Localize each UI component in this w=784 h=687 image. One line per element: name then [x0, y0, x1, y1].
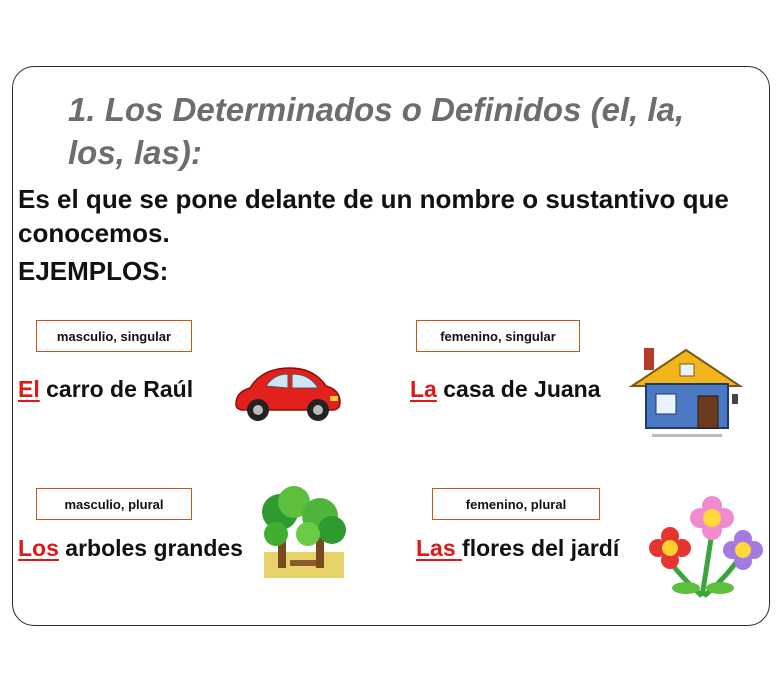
- house-icon: [622, 340, 752, 448]
- examples-heading: EJEMPLOS:: [18, 256, 169, 286]
- trees-icon: [258, 482, 348, 584]
- tag-masculine-plural: masculio, plural: [36, 488, 192, 520]
- example-el: [18, 376, 193, 403]
- flowers-icon: [646, 492, 764, 602]
- example-las-text: flores del jardí: [462, 535, 620, 561]
- definition-text: Es el que se pone delante de un nombre o sustantivo que conocemos.: [18, 184, 729, 248]
- article-los: Los: [18, 535, 59, 561]
- article-el: El: [18, 376, 40, 402]
- tag-feminine-singular: femenino, singular: [416, 320, 580, 352]
- example-las: [416, 535, 648, 562]
- car-icon: [232, 364, 344, 426]
- example-la-text: casa de Juana: [436, 376, 601, 402]
- example-el-text: carro de Raúl: [39, 376, 194, 402]
- example-los-text: arboles grandes: [58, 535, 243, 561]
- example-la: [410, 376, 601, 403]
- example-los: [18, 535, 260, 562]
- article-las: Las: [416, 535, 463, 561]
- slide-title: 1. Los Determinados o Definidos (el, la, los, las):: [68, 91, 685, 171]
- tag-masculine-singular: masculio, singular: [36, 320, 192, 352]
- article-la: La: [410, 376, 437, 402]
- tag-feminine-plural: femenino, plural: [432, 488, 600, 520]
